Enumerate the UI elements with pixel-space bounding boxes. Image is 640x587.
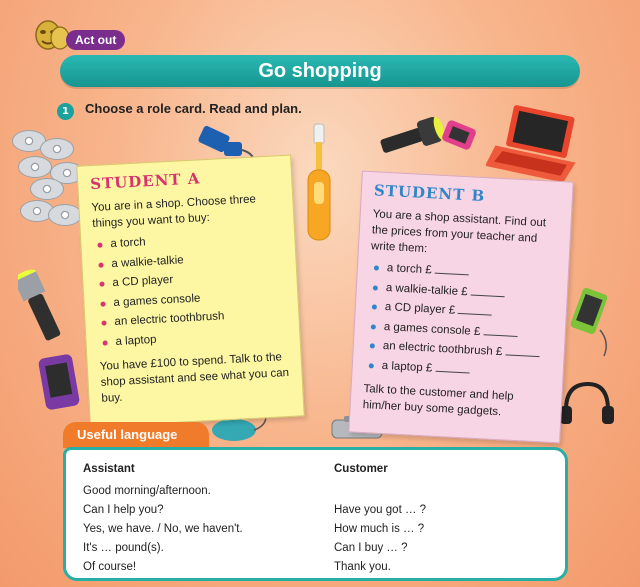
student-a-heading: STUDENT A [89, 169, 201, 194]
instruction-text: Choose a role card. Read and plan. [85, 101, 302, 116]
list-item: an electric toothbrush [97, 304, 287, 333]
games-console-icon-2 [34, 352, 88, 416]
student-a-outro: You have £100 to spend. Talk to the shop assistant and see what you can buy. [99, 351, 290, 405]
assistant-column [83, 460, 243, 577]
student-b-intro: You are a shop assistant. Find out the prices from your teacher and write them: [370, 208, 547, 256]
list-item: a CD player [95, 265, 285, 294]
games-console-icon [440, 118, 480, 158]
customer-line: Have you got … ? [334, 504, 427, 516]
student-a-list [93, 226, 288, 353]
list-item: a games console [96, 285, 286, 314]
assistant-line: Can I help you? [83, 504, 164, 516]
price-blank [434, 263, 469, 276]
student-b-heading: STUDENT B [373, 181, 486, 206]
student-a-card [76, 155, 304, 428]
customer-line: How much is … ? [334, 523, 425, 535]
assistant-line: Of course! [83, 561, 137, 573]
act-out-badge: Act out [66, 30, 125, 50]
list-item: a games console £ [366, 317, 553, 346]
list-item: a walkie-talkie £ [368, 278, 555, 307]
list-item: a laptop [98, 324, 288, 353]
list-item: a torch [93, 226, 283, 255]
student-b-card [348, 171, 573, 444]
list-item: a CD player £ [367, 297, 554, 326]
headphones-icon [556, 376, 616, 436]
price-blank [483, 324, 518, 337]
assistant-line: It's … pound(s). [83, 542, 164, 554]
student-a-intro: You are in a shop. Choose three things you want to buy: [91, 193, 257, 231]
list-item: an electric toothbrush £ [365, 336, 552, 365]
list-item: a torch £ [369, 258, 556, 287]
assistant-header: Assistant [83, 463, 135, 475]
useful-language-box [63, 447, 568, 581]
price-blank [470, 284, 505, 297]
student-b-outro: Talk to the customer and help him/her buy some gadgets. [362, 383, 514, 419]
customer-header: Customer [334, 463, 388, 475]
student-b-list [364, 258, 556, 385]
customer-line: Can I buy … ? [334, 542, 408, 554]
phone-icon [570, 286, 614, 360]
useful-language-tab: Useful language [63, 422, 209, 448]
assistant-line: Yes, we have. / No, we haven't. [83, 523, 243, 535]
customer-line: Thank you. [334, 561, 391, 573]
customer-column [334, 460, 426, 577]
list-item: a walkie-talkie [94, 246, 284, 275]
page-title: Go shopping [258, 60, 382, 82]
price-blank [435, 360, 470, 373]
torch-icon [378, 112, 446, 160]
toothbrush-icon [304, 122, 336, 244]
price-blank [458, 303, 493, 316]
price-blank [505, 344, 540, 357]
list-item: a laptop £ [364, 356, 551, 385]
assistant-line: Good morning/afternoon. [83, 485, 211, 497]
torch-icon-2 [18, 262, 74, 342]
step-number-badge: 1 [57, 103, 74, 120]
